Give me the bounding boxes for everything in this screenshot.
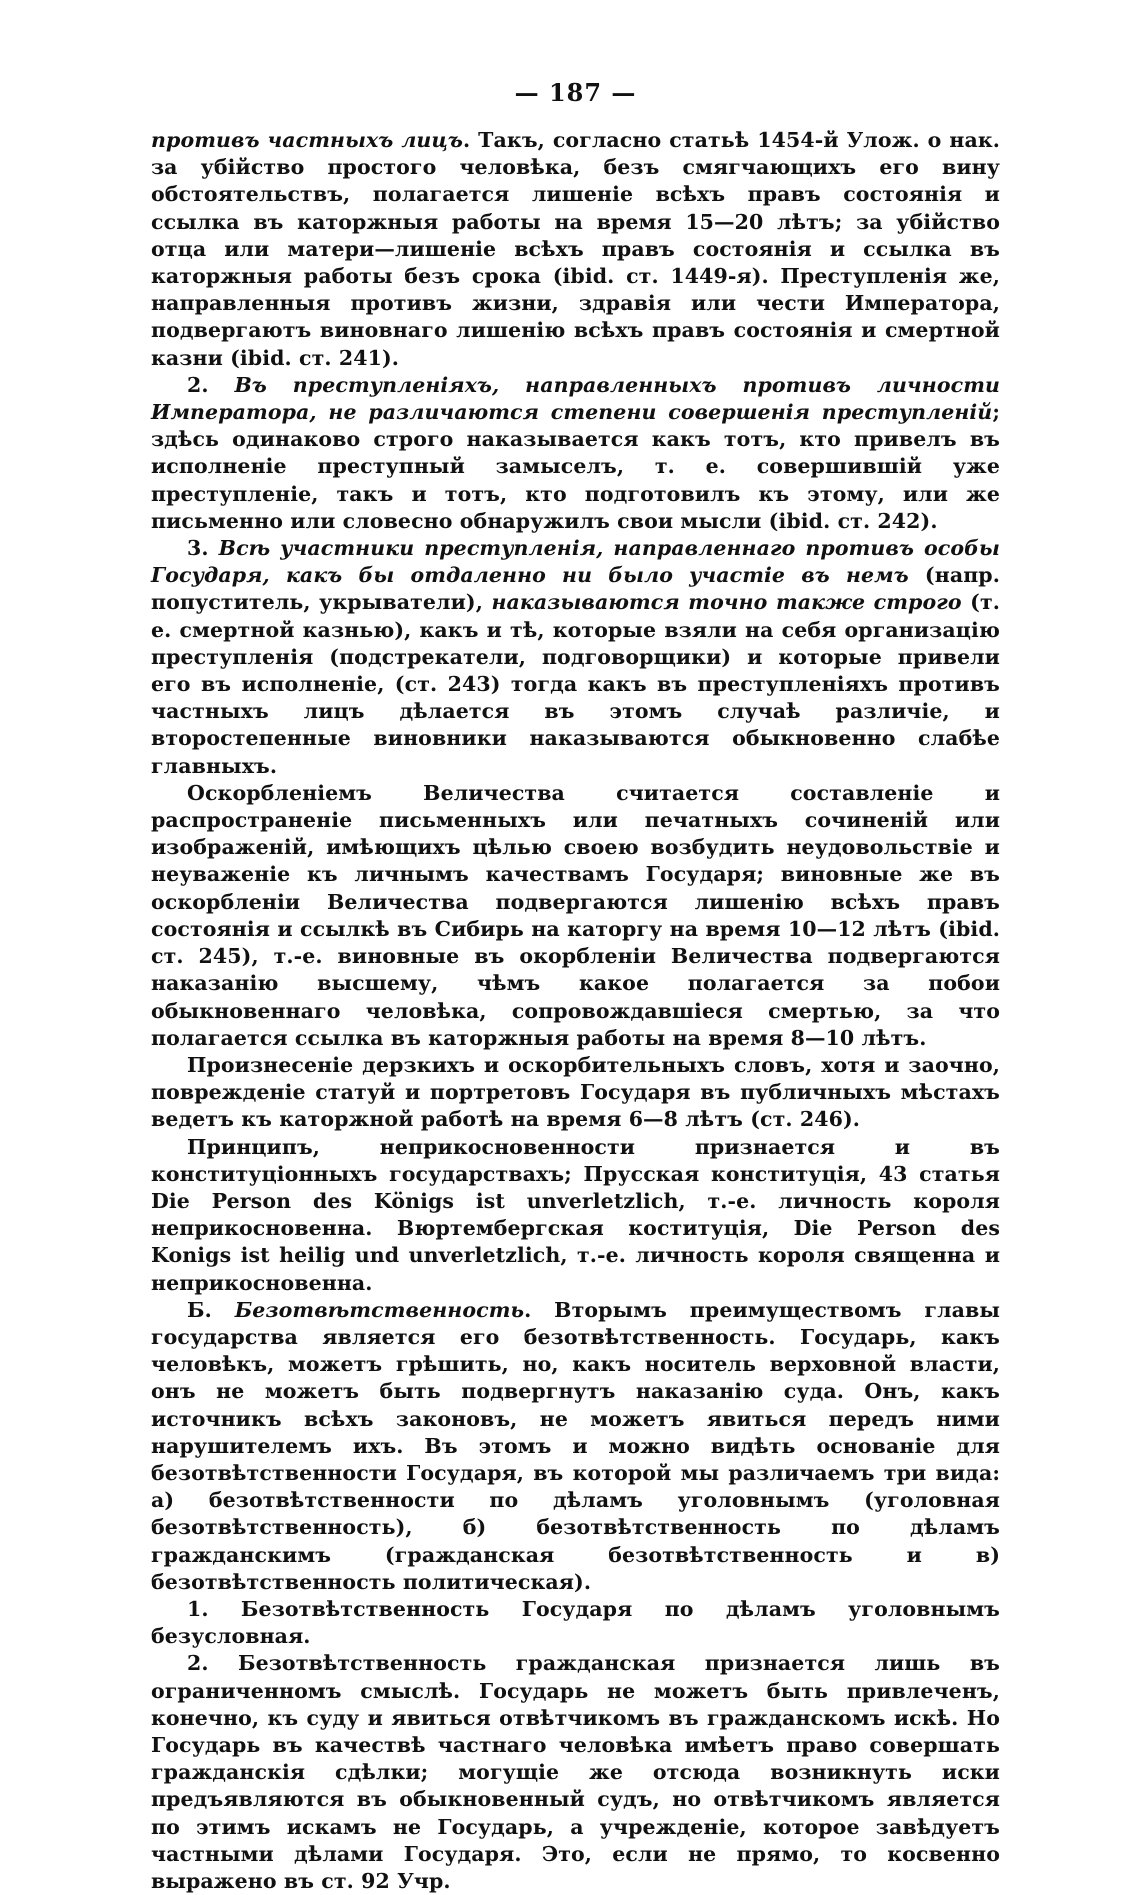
italic-text: противъ частныхъ лицъ — [151, 128, 463, 152]
text-run: . Вторымъ преимуществомъ главы государства является его безотвѣтственность. Государь, какъ человѣкъ, можетъ грѣшить, но, какъ носитель верховной власти, онъ не можетъ быть подвергнутъ наказанію суда. Онъ, какъ источникъ всѣхъ законовъ, не можетъ явиться передъ ними нарушителемъ ихъ. Въ этомъ и можно видѣть основаніе для безотвѣтственности Государя, въ которой мы различаемъ три вида: а) безотвѣтственности по дѣламъ уголовнымъ (уголовная безотвѣтственность), б) безотвѣтственность по дѣламъ гражданскимъ (гражданская безотвѣтственность и в) безотвѣтственность политическая). — [151, 1297, 1001, 1594]
paragraph — [151, 1650, 1000, 1895]
paragraph — [151, 127, 1000, 372]
text-run: . Такъ, согласно статьѣ 1454-й Улож. о нак. за убійство простого человѣка, безъ смягчающихъ его вину обстоятельствъ, полагается лишеніе всѣхъ правъ состоянія и ссылка въ каторжныя работы на время 15—20 лѣтъ; за убійство отца или матери—лишеніе всѣхъ правъ состоянія и ссылка въ каторжныя работы безъ срока (ibid. ст. 1449-я). Преступленія же, направленныя противъ жизни, здравія или чести Императора, подвергаютъ виновнаго лишенію всѣхъ правъ состоянія и смертной казни (ibid. ст. 241). — [151, 128, 1000, 370]
body-text — [151, 127, 1000, 1895]
text-run: Б. — [187, 1297, 235, 1322]
text-run: Произнесеніе дерзкихъ и оскорбительныхъ словъ, хотя и заочно, поврежденіе статуй и портретовъ Государя въ публичныхъ мѣстахъ ведетъ къ каторжной работѣ на время 6—8 лѣтъ (ст. 246). — [151, 1052, 1000, 1132]
italic-text: Въ преступленіяхъ, направленныхъ противъ личности Императора, не различаются степени совершенія преступленій — [151, 372, 1000, 425]
text-run: 2. Безотвѣтственность гражданская признается лишь въ ограниченномъ смыслѣ. Государь не можетъ быть привлеченъ, конечно, къ суду и явиться отвѣтчикомъ въ гражданскомъ искѣ. Но Государь въ качествѣ частнаго человѣка имѣетъ право совершать гражданскія сдѣлки; могущіе же отсюда возникнуть иски предъявляются въ обыкновенный судъ, но отвѣтчикомъ является по этимъ искамъ не Государь, а учрежденіе, которое завѣдуетъ частными дѣлами Государя. Это, если не прямо, то косвенно выражено въ ст. 92 Учр. — [151, 1651, 1000, 1893]
text-run: Принципъ, неприкосновенности признается и въ конституціонныхъ государствахъ; Прусская конституція, 43 статья Die Person des Königs ist unverletzlich, т.-е. личность короля неприкосновенна. Вюртембергская коституція, Die Person des Konigs ist heilig und unverletzlich, т.-е. личность короля священна и неприкосновенна. — [151, 1134, 1000, 1295]
text-run: (напр. попуститель, укрыватели), — [151, 563, 1000, 615]
text-run: 1. Безотвѣтственность Государя по дѣламъ уголовнымъ безусловная. — [151, 1596, 1000, 1649]
paragraph — [151, 780, 1000, 1052]
italic-text: Всѣ участники преступленія, направленнаго противъ особы Государя, какъ бы отдаленно ни было участіе въ немъ — [151, 536, 1000, 588]
paragraph — [151, 1596, 1000, 1650]
paragraph — [151, 535, 1000, 780]
page-number: — 187 — — [514, 78, 637, 107]
italic-text: наказываются точно также строго — [491, 590, 962, 615]
text-run: ; здѣсь одинаково строго наказывается какъ тотъ, кто привелъ въ исполненіе преступный замыселъ, т. е. совершившій уже преступленіе, такъ и тотъ, кто подготовилъ къ этому, или же письменно или словесно обнаружилъ свои мысли (ibid. ст. 242). — [151, 400, 1000, 533]
paragraph — [151, 372, 1000, 535]
text-run: 3. — [187, 536, 219, 561]
text-run: Оскорбленіемъ Величества считается составленіе и распространеніе письменныхъ или печатныхъ сочиненій или изображеній, имѣющихъ цѣлью своею возбудить неудовольствіе и неуваженіе къ личнымъ качествамъ Государя; виновные же въ оскорбленіи Величества подвергаются лишенію всѣхъ правъ состоянія и ссылкѣ въ Сибирь на каторгу на время 10—12 лѣтъ (ibid. ст. 245), т.-е. виновные въ окорбленіи Величества подвергаются наказанію высшему, чѣмъ какое полагается за побои обыкновеннаго человѣка, сопровождавшіеся смертью, за что полагается ссылка въ каторжныя работы на время 8—10 лѣтъ. — [151, 780, 1000, 1050]
text-run: 2. — [187, 372, 235, 397]
text-run: (т. е. смертной казнью), какъ и тѣ, которые взяли на себя организацію преступленія (подстрекатели, подговорщики) и которые привели его въ исполненіе, (ст. 243) тогда какъ въ преступленіяхъ противъ частныхъ лицъ дѣлается въ этомъ случаѣ различіе, и второстепенные виновники наказываются обыкновенно слабѣе главныхъ. — [151, 590, 1001, 778]
italic-text: Безотвѣтственность — [234, 1297, 525, 1322]
paragraph — [151, 1052, 1000, 1134]
paragraph — [151, 1134, 1000, 1297]
paragraph — [151, 1297, 1000, 1596]
